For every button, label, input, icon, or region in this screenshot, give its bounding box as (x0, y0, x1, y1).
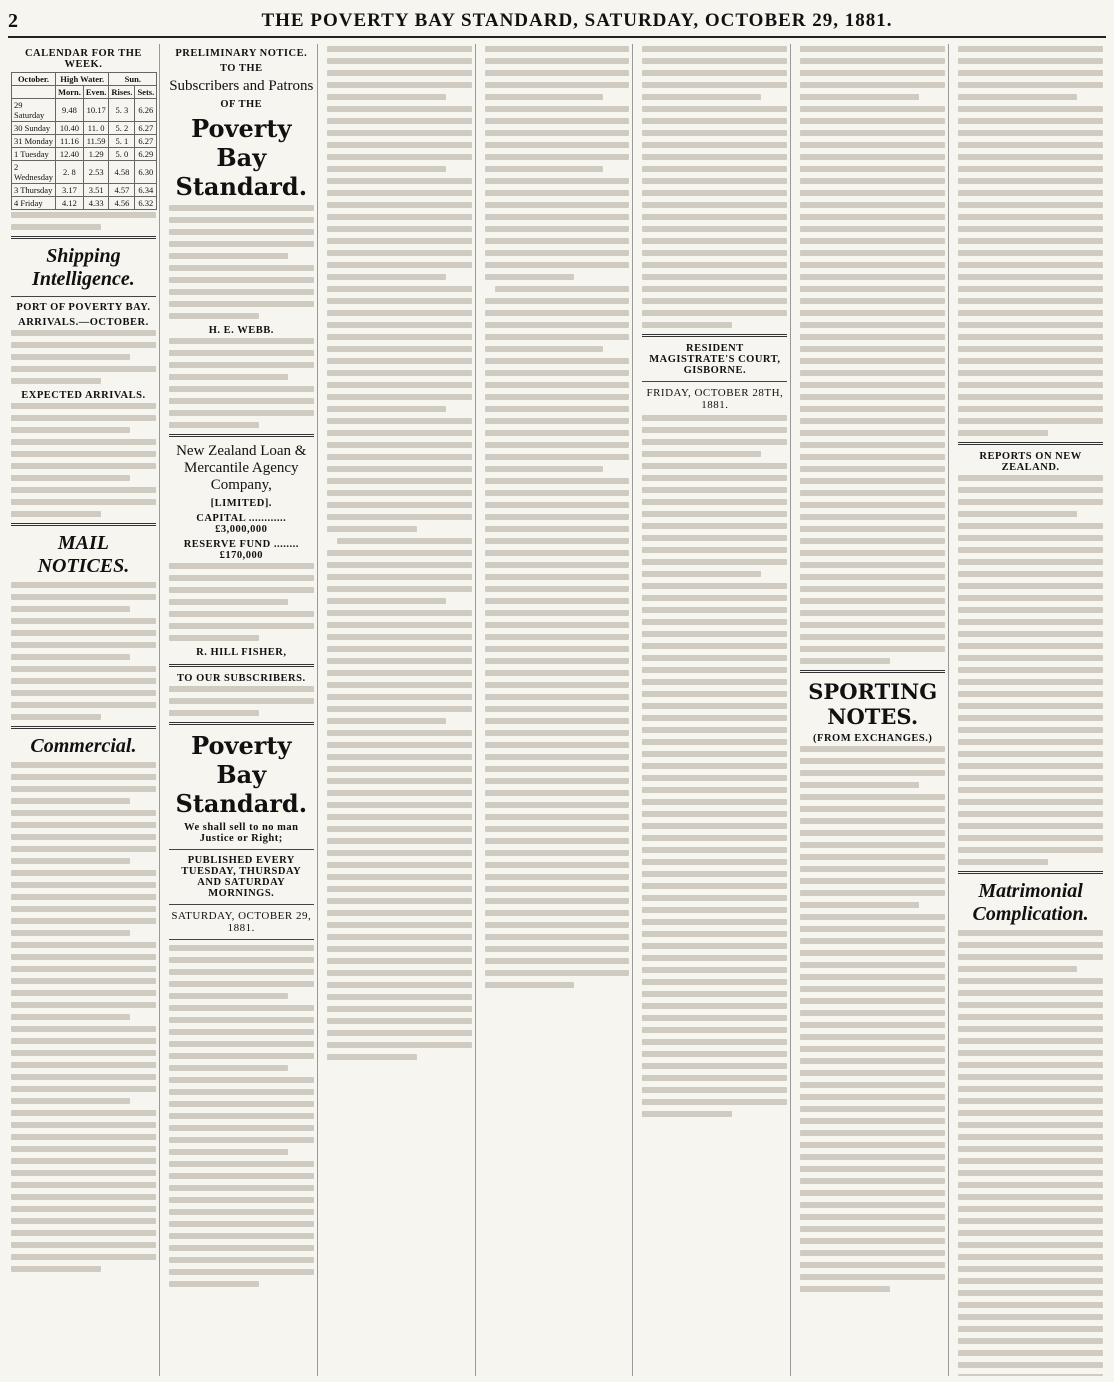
preliminary-text (169, 205, 314, 319)
calendar-cell: 11.59 (83, 135, 109, 148)
calendar-cell: 4.33 (83, 197, 109, 210)
calendar-cell: 10.40 (55, 122, 83, 135)
calendar-cell: 6.30 (135, 161, 157, 184)
calendar-cell: 5. 3 (109, 99, 135, 122)
reports-heading: REPORTS ON NEW ZEALAND. (979, 451, 1082, 473)
calendar-cell: 6.29 (135, 148, 157, 161)
calendar-day-cell: 1 Tuesday (12, 148, 56, 161)
column-4 (482, 44, 634, 1376)
calendar-cell: 12.40 (55, 148, 83, 161)
mail-text (11, 582, 156, 720)
expected-heading: EXPECTED ARRIVALS. (21, 390, 146, 401)
preliminary-heading: PRELIMINARY NOTICE. (175, 48, 308, 59)
column-3 (324, 44, 476, 1376)
shipping-heading: Shipping Intelligence. (32, 245, 135, 290)
sporting-heading: SPORTING NOTES. (808, 679, 938, 729)
calendar-day-cell: 30 Sunday (12, 122, 56, 135)
calendar-cell: 1.29 (83, 148, 109, 161)
issue-dateline: SATURDAY, OCTOBER 29, 1881. (171, 910, 312, 934)
calendar-row (12, 184, 157, 197)
calendar-cell: 6.27 (135, 122, 157, 135)
calendar-row (12, 122, 157, 135)
webb-notice-text (169, 338, 314, 428)
calendar-cell: 4.56 (109, 197, 135, 210)
calendar-cell: 6.32 (135, 197, 157, 210)
column-layout (8, 44, 1106, 1376)
calendar-group-high-water: High Water. (55, 73, 108, 86)
newspaper-title: THE POVERTY BAY STANDARD, SATURDAY, OCTOBER 29, 1881. (261, 10, 893, 31)
commercial-heading: Commercial. (30, 735, 137, 757)
court-dateline: FRIDAY, OCTOBER 28TH, 1881. (646, 387, 784, 411)
calendar-cell: 11.16 (55, 135, 83, 148)
to-subscribers-text (169, 686, 314, 716)
calendar-cell: 2.53 (83, 161, 109, 184)
mail-heading: MAIL NOTICES. (37, 532, 130, 577)
column-2 (166, 44, 318, 1376)
calendar-cell: 6.26 (135, 99, 157, 122)
to-the-label: TO THE (219, 63, 263, 74)
calendar-heading: CALENDAR FOR THE WEEK. (24, 48, 142, 70)
notice-masthead: Poverty Bay Standard. (175, 114, 308, 201)
subscribers-heading: Subscribers and Patrons (169, 78, 314, 94)
sporting-text (800, 746, 945, 1292)
published-line: PUBLISHED EVERY TUESDAY, THURSDAY AND SATURDAY MORNINGS. (181, 855, 302, 899)
calendar-row (12, 148, 157, 161)
column-6 (797, 44, 949, 1376)
calendar-cell: 6.27 (135, 135, 157, 148)
calendar-day-cell: 2 Wednesday (12, 161, 56, 184)
calendar-cell: 10.17 (83, 99, 109, 122)
capital-line: CAPITAL ............ £3,000,000 (196, 513, 287, 535)
court-text (642, 415, 787, 1117)
calendar-footnote (11, 212, 156, 230)
column-5-top-text (642, 46, 787, 328)
column-1 (8, 44, 160, 1376)
matrimonial-text (958, 930, 1103, 1376)
calendar-cell: 4.57 (109, 184, 135, 197)
calendar-day-cell: 4 Friday (12, 197, 56, 210)
calendar-cell: 2. 8 (55, 161, 83, 184)
reserve-line: RESERVE FUND ........ £170,000 (183, 539, 299, 561)
arrivals-heading: ARRIVALS.—OCTOBER. (18, 317, 149, 328)
calendar-subheader-row (12, 86, 157, 99)
company-text (169, 563, 314, 641)
calendar-subheader-cell: Rises. (109, 86, 135, 99)
standard-masthead: Poverty Bay Standard. (175, 731, 308, 818)
calendar-cell: 11. 0 (83, 122, 109, 135)
agent-signature: R. HILL FISHER, (196, 647, 287, 658)
calendar-row (12, 135, 157, 148)
from-exchanges-label: (FROM EXCHANGES.) (813, 733, 933, 744)
calendar-cell: 3.17 (55, 184, 83, 197)
of-the-label: OF THE (220, 99, 263, 110)
commercial-text (11, 762, 156, 1272)
calendar-subheader-cell: Sets. (135, 86, 157, 99)
column-6-top-text (800, 46, 945, 664)
masthead (8, 6, 1106, 38)
column-5 (639, 44, 791, 1376)
reports-text (958, 475, 1103, 865)
matrimonial-heading: Matrimonial Complication. (972, 880, 1089, 925)
column-7-top-text (958, 46, 1103, 436)
calendar-day-cell: 29 Saturday (12, 99, 56, 122)
calendar-col-month: October. (12, 73, 56, 86)
calendar-cell: 4.58 (109, 161, 135, 184)
page-number: 2 (8, 9, 18, 32)
calendar-table (11, 72, 157, 210)
calendar-group-sun: Sun. (109, 73, 157, 86)
calendar-cell: 5. 2 (109, 122, 135, 135)
calendar-cell: 4.12 (55, 197, 83, 210)
calendar-cell: 6.34 (135, 184, 157, 197)
calendar-cell: 9.48 (55, 99, 83, 122)
calendar-row (12, 161, 157, 184)
calendar-day-cell: 31 Monday (12, 135, 56, 148)
calendar-cell: 5. 0 (109, 148, 135, 161)
to-subscribers-heading: TO OUR SUBSCRIBERS. (176, 673, 306, 684)
company-heading: New Zealand Loan & Mercantile Agency Company, (176, 443, 307, 493)
calendar-subheader-cell (12, 86, 56, 99)
motto-line: We shall sell to no man Justice or Right; (184, 822, 299, 844)
expected-text (11, 403, 156, 517)
column-4-text (485, 46, 630, 988)
arrivals-text (11, 330, 156, 384)
calendar-cell: 3.51 (83, 184, 109, 197)
calendar-subheader-cell: Morn. (55, 86, 83, 99)
calendar-row (12, 99, 157, 122)
calendar-row (12, 197, 157, 210)
calendar-cell: 5. 1 (109, 135, 135, 148)
calendar-rows (12, 86, 157, 210)
column-7 (955, 44, 1106, 1376)
notice-signature: H. E. WEBB. (208, 325, 274, 336)
calendar-day-cell: 3 Thursday (12, 184, 56, 197)
port-heading: PORT OF POVERTY BAY. (16, 302, 151, 313)
company-subheading: [LIMITED]. (210, 498, 272, 509)
resident-court-heading: RESIDENT MAGISTRATE'S COURT, GISBORNE. (649, 343, 781, 376)
editorial-text (169, 945, 314, 1287)
calendar-subheader-cell: Even. (83, 86, 109, 99)
column-3-text (327, 46, 472, 1060)
